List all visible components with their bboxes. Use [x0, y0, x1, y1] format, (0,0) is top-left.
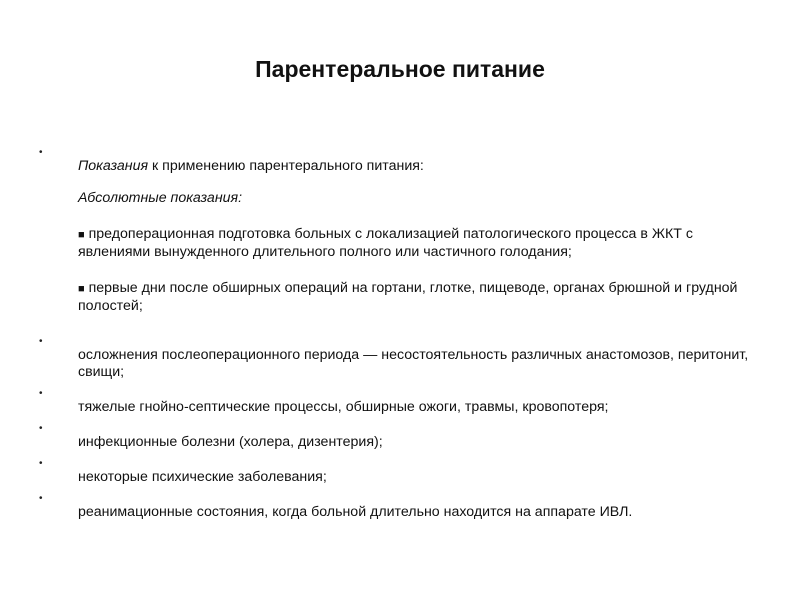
bullet-text: реанимационные состояния, когда больной длительно находится на аппарате ИВЛ. [78, 504, 633, 520]
bullet-dot: • [39, 388, 43, 399]
bullet-text: инфекционные болезни (холера, дизентерия); [78, 434, 383, 450]
bullet-dot: • [39, 336, 43, 347]
sub-indication-1 [78, 226, 769, 261]
bullet-text: осложнения послеоперационного периода — несостоятельность различных анастомозов, перитонит, свищи; [78, 347, 749, 380]
sub-indication-1-text: предоперационная подготовка больных с локализацией патологического процесса в ЖКТ с явлениями вынужденного длительного полного или частичного голодания; [78, 226, 693, 260]
indications-rest: к применению парентерального питания: [148, 158, 424, 174]
sub-indication-2-text: первые дни после обширных операций на гортани, глотке, пищеводе, органах брюшной и грудной полостей; [78, 280, 738, 314]
bullet-dot: • [39, 493, 43, 504]
bullet-text: тяжелые гнойно-септические процессы, обширные ожоги, травмы, кровопотеря; [78, 399, 609, 415]
bullet-resuscitation [39, 494, 769, 521]
bullet-list [39, 148, 769, 521]
bullet-dot: • [39, 458, 43, 469]
bullet-complications [39, 337, 769, 381]
bullet-dot: • [39, 423, 43, 434]
bullet-indications [39, 148, 769, 315]
indications-heading [78, 158, 769, 175]
absolute-indications-label: Абсолютные показания: [78, 190, 243, 206]
square-bullet-icon: ■ [78, 283, 85, 295]
sub-indication-2 [78, 280, 769, 315]
bullet-psychiatric [39, 459, 769, 486]
bullet-text: некоторые психические заболевания; [78, 469, 327, 485]
square-bullet-icon: ■ [78, 229, 85, 241]
bullet-septic [39, 389, 769, 416]
indications-em: Показания [78, 158, 149, 174]
bullet-dot: • [39, 147, 43, 158]
slide-title: Парентеральное питание [255, 56, 545, 82]
bullet-infectious [39, 424, 769, 451]
